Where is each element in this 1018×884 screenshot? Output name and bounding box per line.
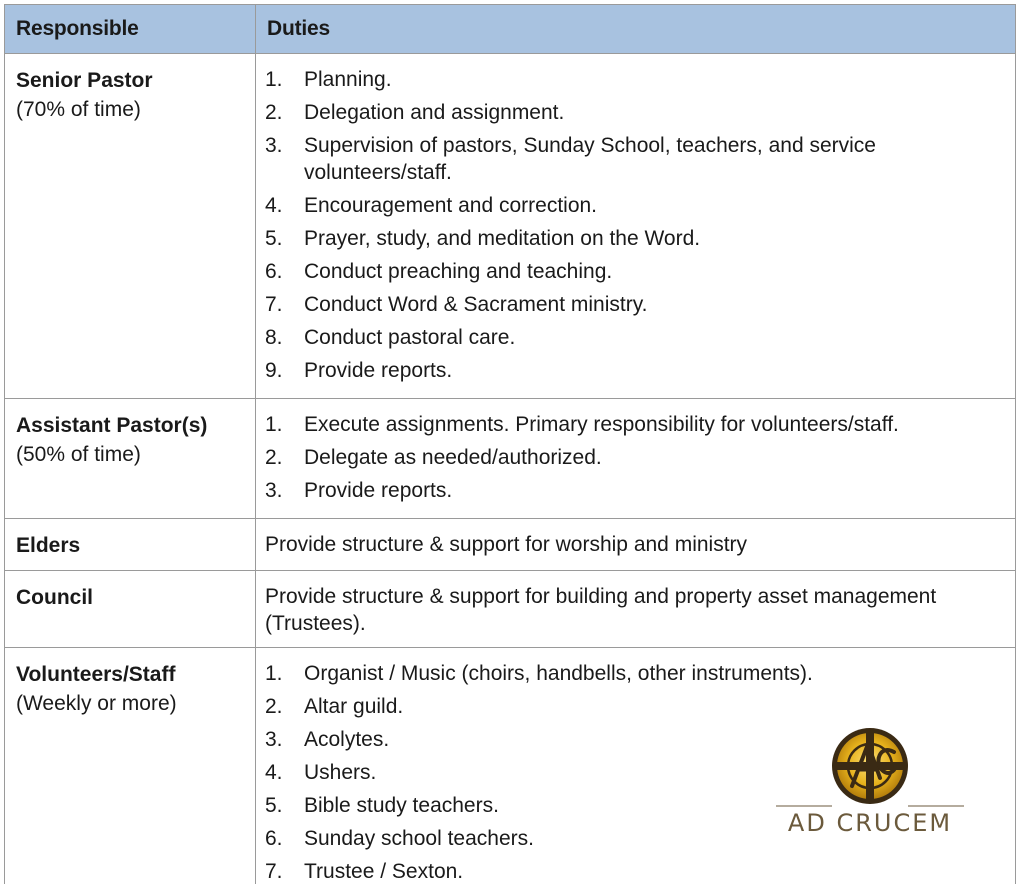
list-item bbox=[265, 66, 975, 93]
list-item bbox=[265, 324, 975, 351]
item-number: 2. bbox=[265, 695, 283, 718]
item-number: 5. bbox=[265, 227, 283, 250]
logo-text: AD CRUCEM bbox=[787, 809, 953, 837]
duty-text: Provide structure & support for building and property asset management (Trustees). bbox=[265, 585, 937, 635]
duties-cell bbox=[256, 54, 1016, 399]
responsible-note: (Weekly or more) bbox=[16, 692, 177, 715]
item-number: 1. bbox=[265, 413, 283, 436]
item-text: Prayer, study, and meditation on the Word. bbox=[304, 227, 701, 250]
item-text: Planning. bbox=[304, 68, 392, 91]
ad-crucem-logo-icon bbox=[776, 726, 966, 838]
responsible-name: Assistant Pastor(s) bbox=[16, 414, 208, 437]
item-text: Supervision of pastors, Sunday School, teachers, and service volunteers/staff. bbox=[304, 134, 876, 184]
item-text: Bible study teachers. bbox=[304, 794, 499, 817]
item-text: Trustee / Sexton. bbox=[304, 860, 464, 883]
ad-crucem-logo bbox=[776, 726, 966, 838]
duty-text: Provide structure & support for worship and ministry bbox=[265, 533, 748, 556]
list-item bbox=[265, 99, 975, 126]
list-item bbox=[265, 411, 975, 438]
responsible-cell bbox=[5, 399, 256, 519]
duty-list bbox=[265, 66, 975, 384]
item-number: 4. bbox=[265, 761, 283, 784]
list-item bbox=[265, 357, 975, 384]
list-item bbox=[265, 477, 975, 504]
item-number: 7. bbox=[265, 860, 283, 883]
responsible-cell bbox=[5, 648, 256, 884]
item-number: 9. bbox=[265, 359, 283, 382]
responsible-name: Elders bbox=[16, 534, 81, 557]
table-row bbox=[5, 54, 1016, 399]
duties-cell bbox=[256, 571, 1016, 648]
duty-list bbox=[265, 411, 975, 504]
item-text: Execute assignments. Primary responsibility for volunteers/staff. bbox=[304, 413, 899, 436]
item-text: Delegate as needed/authorized. bbox=[304, 446, 602, 469]
table-row bbox=[5, 571, 1016, 648]
item-text: Sunday school teachers. bbox=[304, 827, 534, 850]
responsible-cell bbox=[5, 519, 256, 571]
list-item bbox=[265, 291, 975, 318]
item-text: Provide reports. bbox=[304, 359, 453, 382]
item-text: Delegation and assignment. bbox=[304, 101, 565, 124]
item-number: 1. bbox=[265, 662, 283, 685]
item-number: 2. bbox=[265, 101, 283, 124]
list-item bbox=[265, 192, 975, 219]
list-item bbox=[265, 858, 975, 884]
duties-cell bbox=[256, 519, 1016, 571]
item-number: 3. bbox=[265, 728, 283, 751]
item-text: Provide reports. bbox=[304, 479, 453, 502]
item-number: 6. bbox=[265, 827, 283, 850]
header-duties: Duties bbox=[256, 5, 1016, 54]
item-number: 4. bbox=[265, 194, 283, 217]
list-item bbox=[265, 132, 975, 186]
item-number: 7. bbox=[265, 293, 283, 316]
item-text: Altar guild. bbox=[304, 695, 404, 718]
item-text: Conduct preaching and teaching. bbox=[304, 260, 613, 283]
list-item bbox=[265, 660, 975, 687]
item-number: 8. bbox=[265, 326, 283, 349]
item-text: Conduct pastoral care. bbox=[304, 326, 516, 349]
item-text: Encouragement and correction. bbox=[304, 194, 598, 217]
item-number: 5. bbox=[265, 794, 283, 817]
header-responsible: Responsible bbox=[5, 5, 256, 54]
responsible-name: Senior Pastor bbox=[16, 69, 153, 92]
table-row bbox=[5, 399, 1016, 519]
responsible-cell bbox=[5, 571, 256, 648]
item-number: 2. bbox=[265, 446, 283, 469]
header-row bbox=[5, 5, 1016, 54]
table-row bbox=[5, 519, 1016, 571]
duties-cell bbox=[256, 399, 1016, 519]
list-item bbox=[265, 444, 975, 471]
responsible-cell bbox=[5, 54, 256, 399]
list-item bbox=[265, 258, 975, 285]
list-item bbox=[265, 225, 975, 252]
item-text: Acolytes. bbox=[304, 728, 390, 751]
item-number: 3. bbox=[265, 479, 283, 502]
item-number: 6. bbox=[265, 260, 283, 283]
item-text: Ushers. bbox=[304, 761, 377, 784]
item-text: Conduct Word & Sacrament ministry. bbox=[304, 293, 648, 316]
list-item bbox=[265, 693, 975, 720]
responsible-note: (70% of time) bbox=[16, 98, 141, 121]
item-number: 1. bbox=[265, 68, 283, 91]
item-text: Organist / Music (choirs, handbells, other instruments). bbox=[304, 662, 813, 685]
responsible-note: (50% of time) bbox=[16, 443, 141, 466]
responsible-name: Volunteers/Staff bbox=[16, 663, 176, 686]
responsible-name: Council bbox=[16, 586, 93, 609]
item-number: 3. bbox=[265, 134, 283, 157]
